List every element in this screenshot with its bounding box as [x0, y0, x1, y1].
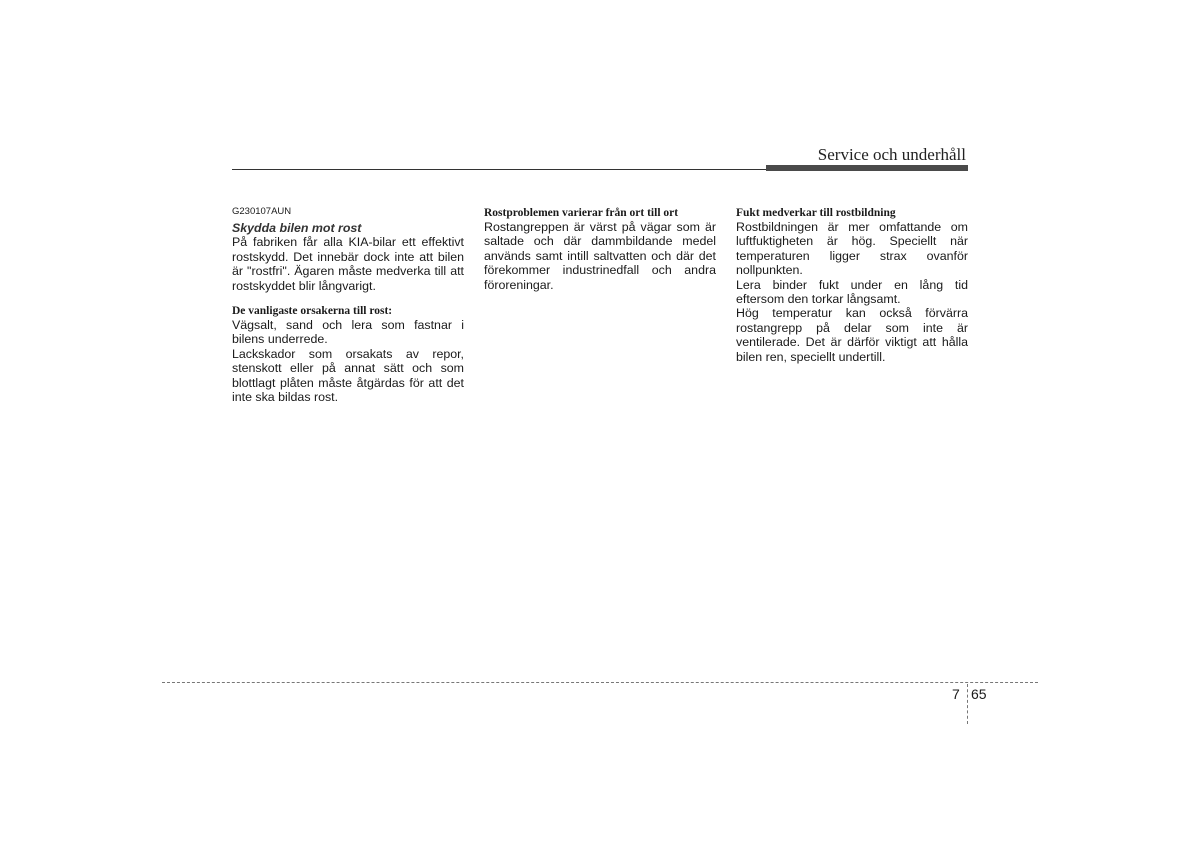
paragraph: Lera binder fukt under en lång tid eftersom den torkar långsamt. — [736, 277, 968, 307]
column-3 — [736, 206, 968, 364]
paragraph: Hög temperatur kan också förvärra rostangrepp på delar som inte är ventilerade. Det är därför viktigt att hålla bilen ren, speciellt undertill. — [736, 306, 968, 364]
subheading: De vanligaste orsakerna till rost: — [232, 305, 393, 318]
header-bar — [766, 165, 968, 171]
page-number: 65 — [971, 686, 987, 702]
subheading: Rostproblemen varierar från ort till ort — [484, 207, 679, 219]
section-title: Service och underhåll — [817, 145, 966, 164]
paragraph: Rostangreppen är värst på vägar som är saltade och där dammbildande medel används samt intill saltvatten och där det förekommer industrinedfall och andra föroreningar. — [484, 220, 716, 292]
section-code: G230107AUN — [232, 206, 292, 217]
column-1 — [232, 206, 464, 404]
paragraph: Lackskador som orsakats av repor, stenskott eller på annat sätt och som blottlagt plåten måste åtgärdas för att det inte ska bildas rost. — [232, 346, 464, 405]
paragraph: Vägsalt, sand och lera som fastnar i bilens underrede. — [232, 318, 464, 347]
paragraph: På fabriken får alla KIA-bilar ett effektivt rostskydd. Det innebär dock inte att bilen är "rostfri". Ägaren måste medverka till att rostskyddet blir långvarigt. — [232, 235, 464, 293]
footer-rule — [162, 682, 1038, 683]
section-heading: Skydda bilen mot rost — [232, 221, 362, 235]
subheading: Fukt medverkar till rostbildning — [736, 207, 896, 219]
chapter-number: 7 — [952, 686, 960, 702]
paragraph: Rostbildningen är mer omfattande om luftfuktigheten är hög. Speciellt när temperaturen ligger strax ovanför nollpunkten. — [736, 220, 968, 278]
column-2 — [484, 206, 716, 292]
footer-divider — [967, 684, 968, 724]
